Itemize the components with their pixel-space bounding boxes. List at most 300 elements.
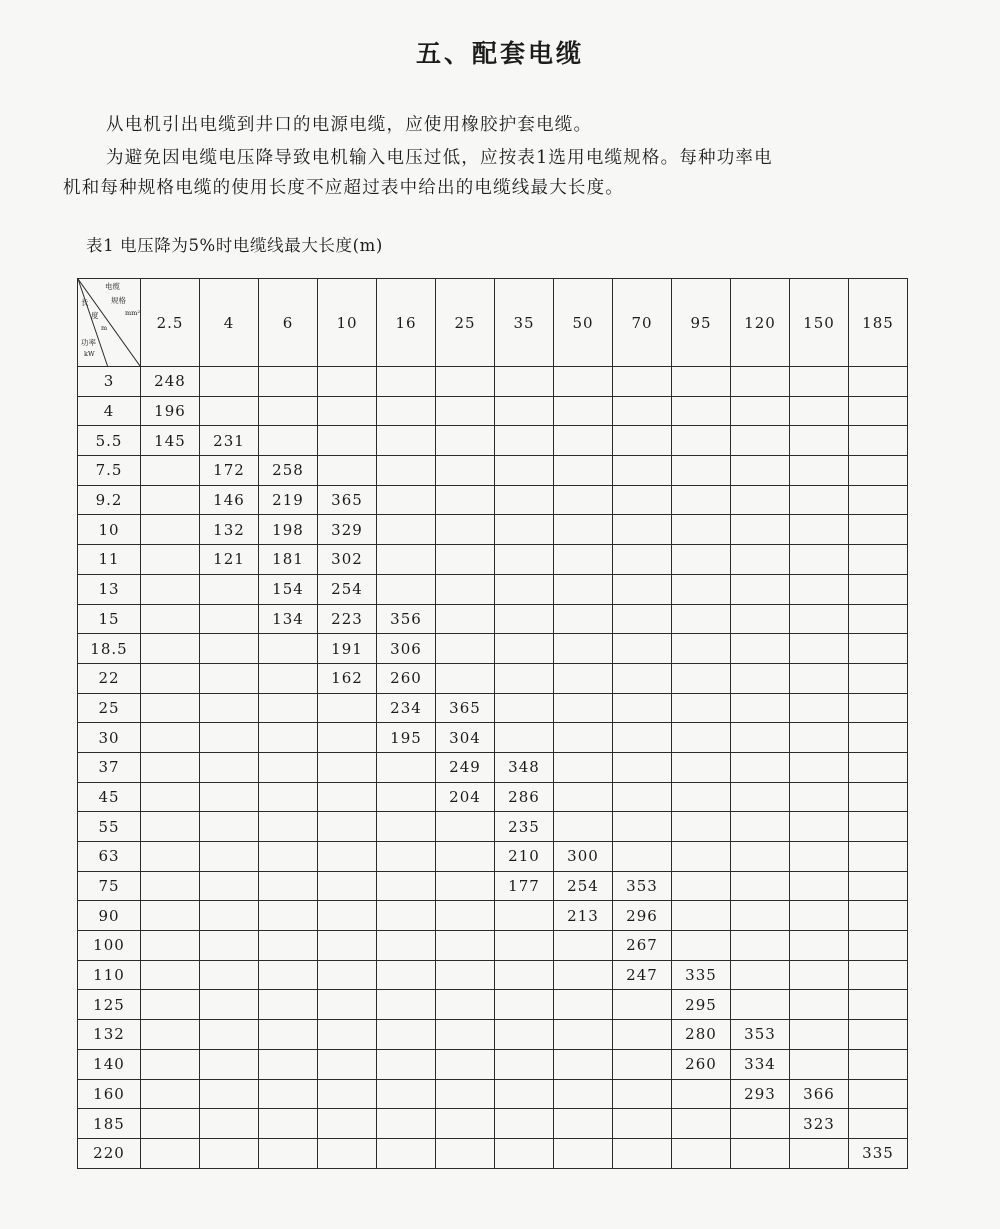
table-cell — [200, 723, 259, 753]
table-cell — [672, 782, 731, 812]
table-cell — [436, 842, 495, 872]
table-cell — [849, 604, 908, 634]
table-cell — [790, 693, 849, 723]
table-row — [78, 604, 908, 634]
table-cell — [849, 990, 908, 1020]
table-cell: 348 — [495, 752, 554, 782]
row-header-power: 3 — [78, 367, 141, 397]
table-cell — [141, 871, 200, 901]
table-cell — [141, 901, 200, 931]
table-cell — [495, 931, 554, 961]
table-cell — [613, 1079, 672, 1109]
table-cell — [672, 574, 731, 604]
table-cell: 213 — [554, 901, 613, 931]
table-cell: 146 — [200, 485, 259, 515]
table-cell — [613, 1138, 672, 1168]
table-cell — [259, 1020, 318, 1050]
row-header-power: 37 — [78, 752, 141, 782]
table-cell — [613, 782, 672, 812]
corner-label-spec: 规格 — [111, 296, 126, 305]
table-cell — [436, 396, 495, 426]
table-cell: 181 — [259, 545, 318, 575]
column-header-10: 10 — [318, 279, 377, 367]
table-cell: 234 — [377, 693, 436, 723]
table-row — [78, 545, 908, 575]
table-cell: 132 — [200, 515, 259, 545]
column-header-120: 120 — [731, 279, 790, 367]
table-cell — [672, 693, 731, 723]
table-cell — [849, 1079, 908, 1109]
table-cell — [377, 456, 436, 486]
row-header-power: 110 — [78, 960, 141, 990]
table-row — [78, 871, 908, 901]
table-cell — [731, 663, 790, 693]
column-header-16: 16 — [377, 279, 436, 367]
corner-label-power: 功率 — [81, 338, 96, 347]
table-cell — [554, 990, 613, 1020]
table-cell — [259, 396, 318, 426]
table-row — [78, 396, 908, 426]
row-header-power: 75 — [78, 871, 141, 901]
row-header-power: 15 — [78, 604, 141, 634]
table-cell — [790, 367, 849, 397]
table-cell: 196 — [141, 396, 200, 426]
row-header-power: 63 — [78, 842, 141, 872]
table-cell — [377, 931, 436, 961]
table-cell — [672, 752, 731, 782]
table-cell — [731, 456, 790, 486]
corner-label-degree: 度 — [91, 311, 99, 320]
table-cell — [554, 485, 613, 515]
table-cell — [200, 752, 259, 782]
table-cell — [436, 1079, 495, 1109]
table-cell: 235 — [495, 812, 554, 842]
table-cell — [790, 990, 849, 1020]
table-cell: 293 — [731, 1079, 790, 1109]
table-cell — [554, 752, 613, 782]
table-cell: 204 — [436, 782, 495, 812]
table-cell — [436, 367, 495, 397]
table-cell — [436, 1020, 495, 1050]
table-cell — [436, 931, 495, 961]
table-cell — [672, 931, 731, 961]
table-cell — [790, 396, 849, 426]
table-cell — [436, 515, 495, 545]
table-cell — [554, 545, 613, 575]
table-cell — [318, 1049, 377, 1079]
table-cell — [613, 426, 672, 456]
table-cell — [318, 1079, 377, 1109]
table-row — [78, 426, 908, 456]
table-cell — [790, 634, 849, 664]
table-cell — [436, 426, 495, 456]
page-title: 五、配套电缆 — [415, 39, 584, 68]
table-cell — [672, 723, 731, 753]
row-header-power: 9.2 — [78, 485, 141, 515]
table-cell — [495, 1109, 554, 1139]
table-cell: 260 — [672, 1049, 731, 1079]
table-cell — [318, 842, 377, 872]
table-cell — [731, 842, 790, 872]
table-cell — [436, 812, 495, 842]
column-header-25: 25 — [436, 279, 495, 367]
table-cell: 258 — [259, 456, 318, 486]
table-cell — [259, 871, 318, 901]
table-cell: 172 — [200, 456, 259, 486]
table-cell: 254 — [318, 574, 377, 604]
table-cell — [495, 604, 554, 634]
table-cell — [259, 1079, 318, 1109]
table-row — [78, 456, 908, 486]
table-cell — [849, 842, 908, 872]
table-cell — [495, 663, 554, 693]
table-cell — [613, 990, 672, 1020]
header-row — [78, 279, 908, 367]
table-cell — [436, 960, 495, 990]
table-cell: 366 — [790, 1079, 849, 1109]
table-cell — [672, 604, 731, 634]
table-row — [78, 1020, 908, 1050]
table-cell — [672, 634, 731, 664]
table-cell — [377, 1049, 436, 1079]
table-cell — [318, 723, 377, 753]
table-cell — [731, 931, 790, 961]
table-cell — [554, 931, 613, 961]
row-header-power: 185 — [78, 1109, 141, 1139]
table-cell — [141, 1138, 200, 1168]
table-cell — [141, 574, 200, 604]
table-cell — [554, 515, 613, 545]
table-cell — [672, 842, 731, 872]
table-cell — [731, 604, 790, 634]
row-header-power: 140 — [78, 1049, 141, 1079]
table-cell — [495, 574, 554, 604]
table-cell — [377, 485, 436, 515]
table-cell — [436, 545, 495, 575]
table-cell — [259, 901, 318, 931]
table-cell — [790, 1020, 849, 1050]
table-cell: 154 — [259, 574, 318, 604]
table-cell — [259, 931, 318, 961]
table-cell — [672, 1079, 731, 1109]
table-cell — [141, 1079, 200, 1109]
table-cell — [318, 367, 377, 397]
table-cell: 254 — [554, 871, 613, 901]
table-cell — [790, 456, 849, 486]
table-cell — [318, 782, 377, 812]
table-cell — [731, 545, 790, 575]
table-cell — [790, 723, 849, 753]
table-cell — [790, 901, 849, 931]
table-cell: 177 — [495, 871, 554, 901]
table-row — [78, 1109, 908, 1139]
table-cell — [436, 574, 495, 604]
table-cell — [613, 1049, 672, 1079]
table-cell — [731, 515, 790, 545]
table-cell — [613, 396, 672, 426]
table-body — [78, 367, 908, 1169]
table-cell — [849, 663, 908, 693]
table-cell — [436, 990, 495, 1020]
table-cell — [613, 485, 672, 515]
table-cell — [495, 901, 554, 931]
table-cell — [141, 485, 200, 515]
table-cell — [731, 960, 790, 990]
table-cell — [731, 634, 790, 664]
table-cell: 260 — [377, 663, 436, 693]
table-cell — [318, 812, 377, 842]
table-cell — [731, 901, 790, 931]
table-cell — [318, 752, 377, 782]
table-cell — [849, 515, 908, 545]
table-cell — [731, 812, 790, 842]
table-cell — [200, 1049, 259, 1079]
table-cell: 302 — [318, 545, 377, 575]
row-header-power: 18.5 — [78, 634, 141, 664]
table-cell — [495, 367, 554, 397]
table-cell — [672, 545, 731, 575]
table-cell — [200, 663, 259, 693]
table-row — [78, 752, 908, 782]
table-cell — [141, 1049, 200, 1079]
table-cell — [318, 1109, 377, 1139]
table-cell: 249 — [436, 752, 495, 782]
table-cell — [141, 634, 200, 664]
table-cell: 329 — [318, 515, 377, 545]
row-header-power: 7.5 — [78, 456, 141, 486]
table-cell — [790, 931, 849, 961]
table-cell: 210 — [495, 842, 554, 872]
row-header-power: 125 — [78, 990, 141, 1020]
table-cell — [849, 574, 908, 604]
row-header-power: 25 — [78, 693, 141, 723]
table-cell — [672, 1138, 731, 1168]
table-cell — [672, 515, 731, 545]
table-cell — [790, 960, 849, 990]
table-cell — [141, 752, 200, 782]
table-cell — [613, 367, 672, 397]
table-cell — [141, 515, 200, 545]
table-cell — [259, 1138, 318, 1168]
table-cell — [259, 426, 318, 456]
table-row — [78, 1049, 908, 1079]
table-cell — [790, 812, 849, 842]
table-row — [78, 693, 908, 723]
table-cell — [613, 545, 672, 575]
table-cell — [200, 693, 259, 723]
table-cell — [200, 1109, 259, 1139]
table-cell — [141, 456, 200, 486]
table-cell — [141, 1109, 200, 1139]
corner-label-unit-mm2: mm² — [125, 309, 140, 317]
table-cell — [141, 960, 200, 990]
table-cell — [554, 634, 613, 664]
table-cell — [200, 574, 259, 604]
table-cell: 296 — [613, 901, 672, 931]
table-cell — [495, 515, 554, 545]
table-cell — [495, 693, 554, 723]
table-cell — [377, 960, 436, 990]
table-cell — [672, 812, 731, 842]
table-cell — [554, 456, 613, 486]
table-cell — [790, 1138, 849, 1168]
table-cell — [318, 456, 377, 486]
table-cell — [790, 604, 849, 634]
table-cell — [731, 693, 790, 723]
table-cell — [377, 396, 436, 426]
table-cell — [200, 396, 259, 426]
table-cell — [849, 485, 908, 515]
table-cell — [436, 871, 495, 901]
table-cell: 191 — [318, 634, 377, 664]
table-cell — [849, 426, 908, 456]
table-cell — [495, 990, 554, 1020]
table-cell — [200, 634, 259, 664]
table-cell — [554, 1020, 613, 1050]
table-cell — [259, 812, 318, 842]
table-cell — [436, 663, 495, 693]
table-cell: 300 — [554, 842, 613, 872]
table-cell: 248 — [141, 367, 200, 397]
table-cell: 335 — [849, 1138, 908, 1168]
table-cell — [259, 634, 318, 664]
row-header-power: 11 — [78, 545, 141, 575]
paragraph-2: 为避免因电缆电压降导致电机输入电压过低，应按表1选用电缆规格。每种功率电 — [106, 148, 773, 168]
table-cell — [554, 604, 613, 634]
table-cell — [495, 634, 554, 664]
table-cell — [259, 782, 318, 812]
table-cell — [790, 752, 849, 782]
table-cell — [849, 752, 908, 782]
table-cell: 134 — [259, 604, 318, 634]
paragraph-3: 机和每种规格电缆的使用长度不应超过表中给出的电缆线最大长度。 — [63, 178, 624, 198]
table-cell: 219 — [259, 485, 318, 515]
table-cell — [731, 396, 790, 426]
column-header-185: 185 — [849, 279, 908, 367]
table-cell — [613, 456, 672, 486]
table-cell — [200, 1138, 259, 1168]
corner-label-unit-kw: kW — [84, 350, 95, 358]
table-cell — [554, 723, 613, 753]
table-cell — [259, 752, 318, 782]
table-cell — [790, 871, 849, 901]
table-cell — [731, 1109, 790, 1139]
table-row — [78, 990, 908, 1020]
table-cell — [141, 604, 200, 634]
table-cell — [200, 782, 259, 812]
table-row — [78, 485, 908, 515]
table-cell — [790, 485, 849, 515]
table-cell: 356 — [377, 604, 436, 634]
table-cell — [849, 812, 908, 842]
column-header-50: 50 — [554, 279, 613, 367]
row-header-power: 55 — [78, 812, 141, 842]
table-cell — [318, 1138, 377, 1168]
column-header-4: 4 — [200, 279, 259, 367]
table-cell — [436, 1138, 495, 1168]
table-cell — [554, 663, 613, 693]
row-header-power: 45 — [78, 782, 141, 812]
table-cell — [141, 663, 200, 693]
table-cell — [141, 693, 200, 723]
table-cell: 223 — [318, 604, 377, 634]
row-header-power: 132 — [78, 1020, 141, 1050]
table-cell — [790, 663, 849, 693]
table-cell — [672, 396, 731, 426]
table-cell — [554, 1138, 613, 1168]
table-row — [78, 960, 908, 990]
table-cell — [849, 782, 908, 812]
table-cell — [495, 1049, 554, 1079]
table-cell — [377, 1079, 436, 1109]
table-cell: 198 — [259, 515, 318, 545]
table-cell — [377, 990, 436, 1020]
table-cell: 335 — [672, 960, 731, 990]
table-cell: 286 — [495, 782, 554, 812]
table-cell — [259, 990, 318, 1020]
table-cell — [436, 634, 495, 664]
table-cell — [849, 1020, 908, 1050]
table-cell: 247 — [613, 960, 672, 990]
table-cell — [849, 723, 908, 753]
table-cell — [495, 1138, 554, 1168]
table-cell — [200, 604, 259, 634]
row-header-power: 160 — [78, 1079, 141, 1109]
table-cell — [613, 634, 672, 664]
table-cell — [200, 812, 259, 842]
table-cell — [141, 990, 200, 1020]
table-row — [78, 634, 908, 664]
table-cell — [377, 752, 436, 782]
table-cell — [790, 515, 849, 545]
table-cell — [377, 1109, 436, 1139]
table-cell — [731, 485, 790, 515]
table-cell — [849, 634, 908, 664]
table-cell — [790, 1049, 849, 1079]
table-cell: 353 — [731, 1020, 790, 1050]
table-cell — [495, 1079, 554, 1109]
table-caption: 表1 电压降为5%时电缆线最大长度(m) — [86, 236, 383, 255]
table-cell — [849, 456, 908, 486]
table-cell — [495, 1020, 554, 1050]
table-cell — [554, 367, 613, 397]
table-row — [78, 1079, 908, 1109]
table-cell — [554, 812, 613, 842]
paragraph-1: 从电机引出电缆到井口的电源电缆，应使用橡胶护套电缆。 — [106, 115, 593, 135]
table-cell — [259, 693, 318, 723]
table-cell — [495, 426, 554, 456]
row-header-power: 30 — [78, 723, 141, 753]
table-cell — [495, 396, 554, 426]
table-cell — [318, 426, 377, 456]
table-cell — [790, 574, 849, 604]
table-cell — [849, 931, 908, 961]
table-cell — [436, 901, 495, 931]
table-cell — [377, 901, 436, 931]
table-cell — [377, 426, 436, 456]
table-cell: 267 — [613, 931, 672, 961]
row-header-power: 100 — [78, 931, 141, 961]
corner-label-unit-m: m — [101, 324, 108, 332]
table-cell — [200, 367, 259, 397]
table-cell — [141, 842, 200, 872]
table-cell — [495, 723, 554, 753]
table-cell — [200, 871, 259, 901]
table-cell — [200, 842, 259, 872]
table-cell — [495, 960, 554, 990]
table-cell — [613, 723, 672, 753]
table-cell — [495, 545, 554, 575]
